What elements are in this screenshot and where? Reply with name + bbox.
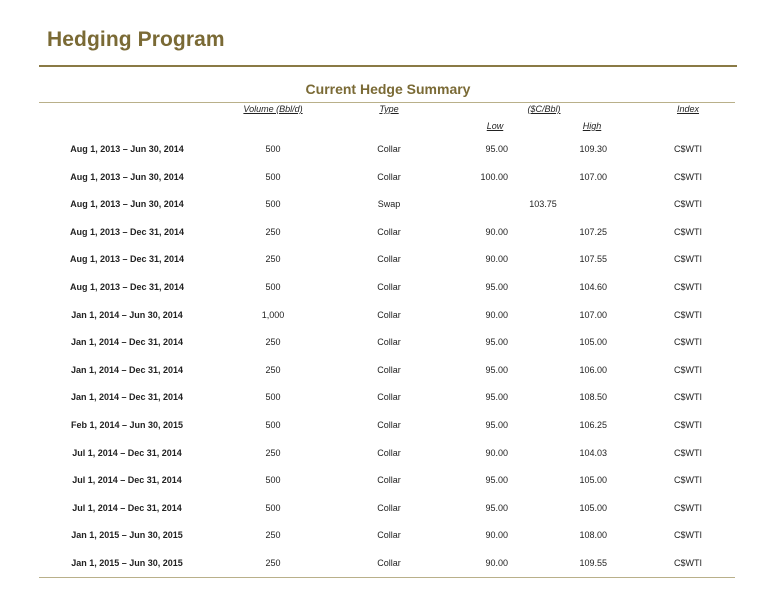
low-price-cell: 95.00 <box>485 420 508 430</box>
period-cell: Jan 1, 2014 – Dec 31, 2014 <box>70 364 184 375</box>
high-price-cell: 106.00 <box>579 364 607 375</box>
table-row <box>0 503 776 517</box>
period-cell: Aug 1, 2013 – Jun 30, 2014 <box>70 199 184 210</box>
type-cell: Collar <box>377 309 401 320</box>
high-price-cell: 105.00 <box>579 502 607 513</box>
table-row <box>0 475 776 489</box>
volume-cell: 500 <box>265 502 281 513</box>
low-price-cell: 100.00 <box>480 171 508 182</box>
volume-cell: 500 <box>265 420 281 430</box>
page-title: Hedging Program <box>47 28 225 51</box>
type-cell: Collar <box>377 475 401 486</box>
period-cell: Aug 1, 2013 – Dec 31, 2014 <box>69 226 185 237</box>
column-header-high: High <box>582 121 602 131</box>
index-cell: C$WTI <box>674 475 702 486</box>
volume-cell: 250 <box>265 530 281 541</box>
volume-cell: 1,000 <box>261 309 285 320</box>
table-row <box>0 448 776 462</box>
volume-cell: 250 <box>265 558 281 568</box>
type-cell: Collar <box>377 420 401 430</box>
period-cell: Jul 1, 2014 – Dec 31, 2014 <box>72 502 182 513</box>
volume-cell: 500 <box>265 392 281 403</box>
period-cell: Feb 1, 2014 – Jun 30, 2015 <box>70 420 184 430</box>
type-cell: Collar <box>377 502 401 513</box>
high-price-cell: 105.00 <box>579 475 607 486</box>
low-price-cell: 95.00 <box>485 337 508 348</box>
title-divider <box>39 65 737 67</box>
index-cell: C$WTI <box>674 558 702 568</box>
low-price-cell: 90.00 <box>485 226 508 237</box>
type-cell: Collar <box>377 447 401 458</box>
high-price-cell: 109.55 <box>579 558 607 568</box>
period-cell: Jan 1, 2015 – Jun 30, 2015 <box>71 558 183 568</box>
index-cell: C$WTI <box>674 392 702 403</box>
low-price-cell: 95.00 <box>485 144 508 154</box>
index-cell: C$WTI <box>674 199 702 210</box>
type-cell: Collar <box>377 254 401 265</box>
high-price-cell: 107.00 <box>579 171 607 182</box>
index-cell: C$WTI <box>674 420 702 430</box>
table-top-divider <box>39 102 735 103</box>
index-cell: C$WTI <box>674 144 702 154</box>
period-cell: Aug 1, 2013 – Jun 30, 2014 <box>70 144 184 154</box>
section-title: Current Hedge Summary <box>305 81 471 97</box>
low-price-cell: 90.00 <box>485 254 508 265</box>
high-price-cell: 107.55 <box>579 254 607 265</box>
table-row <box>0 392 776 406</box>
volume-cell: 500 <box>265 282 281 292</box>
table-row <box>0 365 776 379</box>
index-cell: C$WTI <box>674 364 702 375</box>
type-cell: Swap <box>377 199 401 210</box>
period-cell: Jul 1, 2014 – Dec 31, 2014 <box>72 447 182 458</box>
column-header-low: Low <box>486 121 504 131</box>
swap-price-cell: 103.75 <box>529 199 557 210</box>
high-price-cell: 109.30 <box>579 144 607 154</box>
index-cell: C$WTI <box>674 282 702 292</box>
table-row <box>0 144 776 158</box>
volume-cell: 250 <box>265 254 281 265</box>
high-price-cell: 104.03 <box>579 447 607 458</box>
period-cell: Aug 1, 2013 – Jun 30, 2014 <box>70 171 184 182</box>
table-row <box>0 420 776 434</box>
index-cell: C$WTI <box>674 171 702 182</box>
type-cell: Collar <box>377 530 401 541</box>
index-cell: C$WTI <box>674 530 702 541</box>
volume-cell: 500 <box>265 144 281 154</box>
low-price-cell: 90.00 <box>485 309 508 320</box>
period-cell: Jan 1, 2014 – Jun 30, 2014 <box>71 309 183 320</box>
high-price-cell: 108.50 <box>579 392 607 403</box>
low-price-cell: 95.00 <box>485 364 508 375</box>
period-cell: Jan 1, 2014 – Dec 31, 2014 <box>70 337 184 348</box>
volume-cell: 250 <box>265 226 281 237</box>
volume-cell: 500 <box>265 475 281 486</box>
type-cell: Collar <box>377 364 401 375</box>
table-row <box>0 282 776 296</box>
column-header-type: Type <box>379 104 399 114</box>
index-cell: C$WTI <box>674 226 702 237</box>
low-price-cell: 95.00 <box>485 475 508 486</box>
low-price-cell: 90.00 <box>485 558 508 568</box>
volume-cell: 250 <box>265 447 281 458</box>
index-cell: C$WTI <box>674 254 702 265</box>
period-cell: Jan 1, 2015 – Jun 30, 2015 <box>71 530 183 541</box>
type-cell: Collar <box>377 558 401 568</box>
high-price-cell: 105.00 <box>579 337 607 348</box>
high-price-cell: 108.00 <box>579 530 607 541</box>
high-price-cell: 104.60 <box>579 282 607 292</box>
volume-cell: 500 <box>265 199 281 210</box>
index-cell: C$WTI <box>674 502 702 513</box>
table-row <box>0 530 776 544</box>
index-cell: C$WTI <box>674 337 702 348</box>
type-cell: Collar <box>377 392 401 403</box>
index-cell: C$WTI <box>674 447 702 458</box>
column-header-volume: Volume (Bbl/d) <box>243 104 303 114</box>
volume-cell: 250 <box>265 364 281 375</box>
table-row <box>0 199 776 213</box>
high-price-cell: 107.00 <box>579 309 607 320</box>
low-price-cell: 95.00 <box>485 502 508 513</box>
type-cell: Collar <box>377 226 401 237</box>
type-cell: Collar <box>377 282 401 292</box>
volume-cell: 250 <box>265 337 281 348</box>
type-cell: Collar <box>377 171 401 182</box>
period-cell: Jan 1, 2014 – Dec 31, 2014 <box>70 392 184 403</box>
period-cell: Jul 1, 2014 – Dec 31, 2014 <box>72 475 182 486</box>
column-header-index: Index <box>676 104 700 114</box>
low-price-cell: 90.00 <box>485 530 508 541</box>
table-row <box>0 227 776 241</box>
high-price-cell: 106.25 <box>579 420 607 430</box>
table-row <box>0 310 776 324</box>
table-row <box>0 558 776 572</box>
high-price-cell: 107.25 <box>579 226 607 237</box>
table-bottom-divider <box>39 577 735 578</box>
period-cell: Aug 1, 2013 – Dec 31, 2014 <box>69 282 185 292</box>
table-row <box>0 172 776 186</box>
period-cell: Aug 1, 2013 – Dec 31, 2014 <box>69 254 185 265</box>
table-row <box>0 337 776 351</box>
index-cell: C$WTI <box>674 309 702 320</box>
low-price-cell: 90.00 <box>485 447 508 458</box>
volume-cell: 500 <box>265 171 281 182</box>
table-row <box>0 254 776 268</box>
type-cell: Collar <box>377 144 401 154</box>
column-header-price: ($C/Bbl) <box>527 104 561 114</box>
low-price-cell: 95.00 <box>485 392 508 403</box>
low-price-cell: 95.00 <box>485 282 508 292</box>
type-cell: Collar <box>377 337 401 348</box>
